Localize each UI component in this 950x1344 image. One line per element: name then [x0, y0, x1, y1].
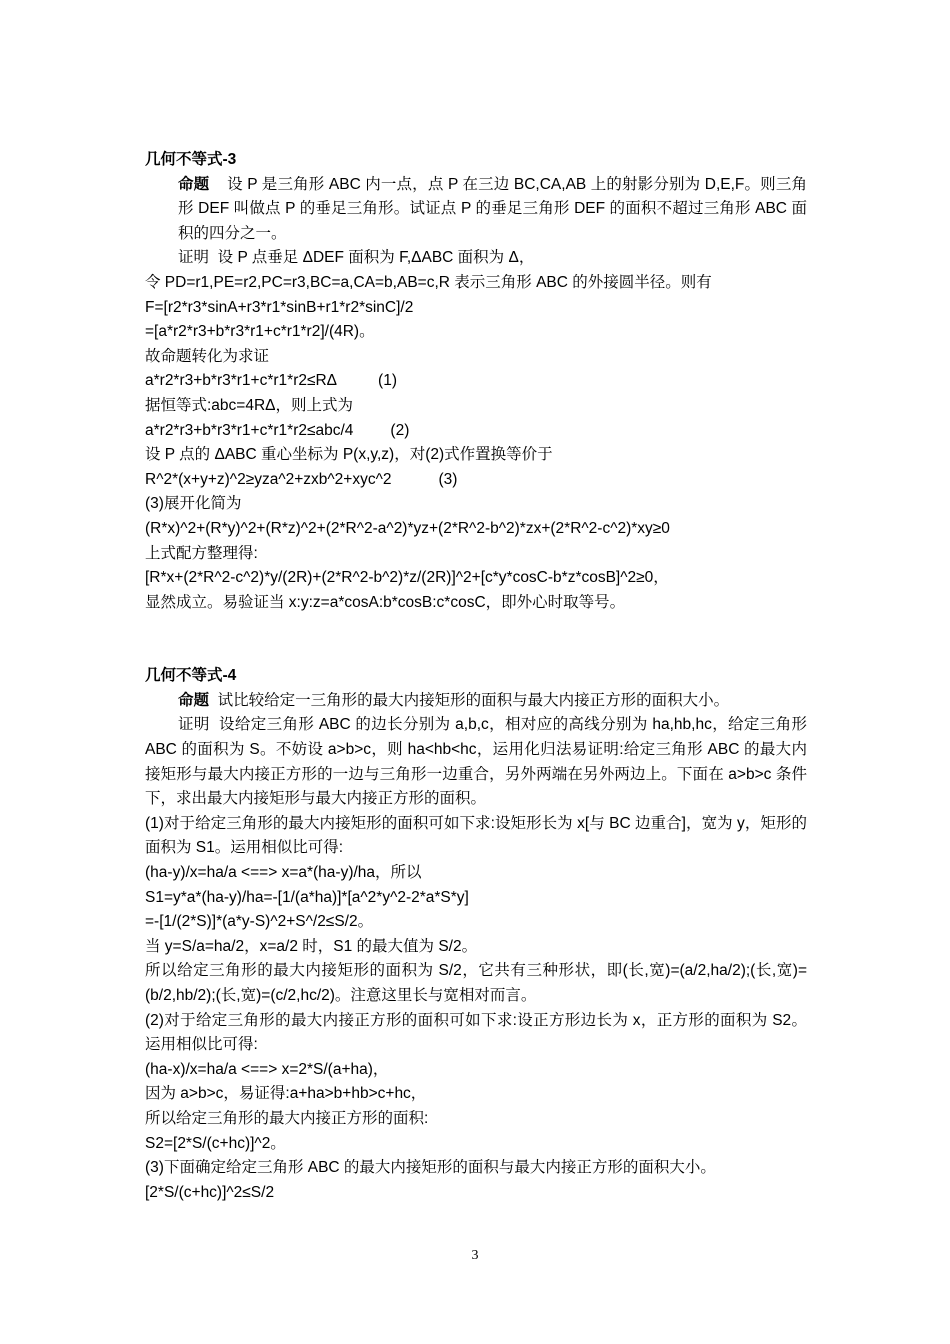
- formula-line: (ha-x)/x=ha/a <==> x=2*S/(a+ha)，: [145, 1060, 389, 1078]
- proof-text: 设 P 点垂足 ΔDEF 面积为 F,ΔABC 面积为 Δ，: [217, 249, 535, 267]
- section-title: 几何不等式-3: [145, 151, 237, 168]
- proof-label: 证明: [178, 249, 210, 267]
- text-line: 据恒等式:abc=4RΔ，则上式为: [145, 396, 354, 414]
- formula-line: =-[1/(2*S)]*(a*y-S)^2+S^/2≤S/2。: [145, 913, 374, 931]
- proof-first-line: [145, 246, 807, 271]
- paragraph: (1)对于给定三角形的最大内接矩形的面积可如下求:设矩形长为 x[与 BC 边重合]，宽为 y，矩形的面积为 S1。运用相似比可得:: [145, 814, 807, 857]
- text-line: (3)下面确定给定三角形 ABC 的最大内接矩形的面积与最大内接正方形的面积大小。: [145, 1159, 716, 1177]
- formula-line: S2=[2*S/(c+hc)]^2。: [145, 1134, 286, 1152]
- page-content: [145, 148, 807, 1205]
- equation-line: [145, 468, 807, 493]
- proof-text: 设给定三角形 ABC 的边长分别为 a,b,c，相对应的高线分别为 ha,hb,hc，给定三角形 ABC 的面积为 S。不妨设 a>b>c，则 ha<hb<hc，运用化归法易证明:给定三角形 ABC 的最大内接矩形与最大内接正方形的一边与三角形一边重合，另外两端在另外两边上。下面在 a>b>c 条件下，求出最大内接矩形与最大内接正方形的面积。: [145, 716, 807, 808]
- paragraph: 所以给定三角形的最大内接矩形的面积为 S/2，它共有三种形状，即(长,宽)=(a/2,ha/2);(长,宽)=(b/2,hb/2);(长,宽)=(c/2,hc/2)。注意这里长与宽相对而言。: [145, 962, 807, 1004]
- text-line: 设 P 点的 ΔABC 重心坐标为 P(x,y,z)，对(2)式作置换等价于: [145, 446, 553, 464]
- proposition-label: 命题: [178, 691, 210, 709]
- equation: a*r2*r3+b*r3*r1+c*r1*r2≤abc/4: [145, 421, 354, 439]
- proof-label: 证明: [178, 716, 210, 734]
- text-line: 当 y=S/a=ha/2，x=a/2 时，S1 的最大值为 S/2。: [145, 937, 478, 955]
- proof-paragraph: [145, 713, 807, 811]
- equation-line: [145, 419, 807, 444]
- section-title: 几何不等式-4: [145, 667, 237, 685]
- text-line: 上式配方整理得:: [145, 544, 258, 562]
- equation: a*r2*r3+b*r3*r1+c*r1*r2≤RΔ: [145, 372, 338, 390]
- formula-line: [2*S/(c+hc)]^2≤S/2: [145, 1183, 275, 1201]
- page-number: 3: [471, 1248, 479, 1263]
- text-line: (3)展开化简为: [145, 495, 242, 513]
- formula-line: =[a*r2*r3+b*r3*r1+c*r1*r2]/(4R)。: [145, 323, 375, 341]
- equation: R^2*(x+y+z)^2≥yza^2+zxb^2+xyc^2: [145, 470, 392, 488]
- text-line: 令 PD=r1,PE=r2,PC=r3,BC=a,CA=b,AB=c,R 表示三角形 ABC 的外接圆半径。则有: [145, 273, 712, 291]
- proposition-label: 命题: [178, 175, 210, 193]
- equation-number: (1): [378, 372, 397, 390]
- formula-line: F=[r2*r3*sinA+r3*r1*sinB+r1*r2*sinC]/2: [145, 298, 414, 316]
- text-line: 故命题转化为求证: [145, 347, 270, 365]
- proposition-text: 试比较给定一三角形的最大内接矩形的面积与最大内接正方形的面积大小。: [217, 691, 730, 709]
- formula-line: S1=y*a*(ha-y)/ha=-[1/(a*ha)]*[a^2*y^2-2*a*S*y]: [145, 888, 469, 906]
- proposition-paragraph: [145, 173, 807, 247]
- equation-line: [145, 369, 807, 394]
- equation-number: (2): [390, 421, 410, 439]
- formula-line: [R*x+(2*R^2-c^2)*y/(2R)+(2*R^2-b^2)*z/(2R)]^2+[c*y*cosC-b*z*cosB]^2≥0，: [145, 569, 669, 587]
- proposition-text: 设 P 是三角形 ABC 内一点，点 P 在三边 BC,CA,AB 上的射影分别为 D,E,F。则三角形 DEF 叫做点 P 的垂足三角形。试证点 P 的垂足三角形 DEF 的面积不超过三角形 ABC 面积的四分之一。: [178, 175, 807, 242]
- section-spacer: [145, 615, 807, 664]
- paragraph: (2)对于给定三角形的最大内接正方形的面积可如下求:设正方形边长为 x，正方形的面积为 S2。运用相似比可得:: [145, 1011, 807, 1054]
- text-line: 显然成立。易验证当 x:y:z=a*cosA:b*cosB:c*cosC，即外心时取等号。: [145, 593, 626, 611]
- formula-line: (R*x)^2+(R*y)^2+(R*z)^2+(2*R^2-a^2)*yz+(2*R^2-b^2)*zx+(2*R^2-c^2)*xy≥0: [145, 519, 670, 537]
- proposition-paragraph: [145, 689, 807, 714]
- text-line: 所以给定三角形的最大内接正方形的面积:: [145, 1109, 429, 1127]
- text-line: 因为 a>b>c，易证得:a+ha>b+hb>c+hc，: [145, 1085, 427, 1103]
- formula-line: (ha-y)/x=ha/a <==> x=a*(ha-y)/ha，所以: [145, 864, 422, 882]
- equation-number: (3): [438, 470, 458, 488]
